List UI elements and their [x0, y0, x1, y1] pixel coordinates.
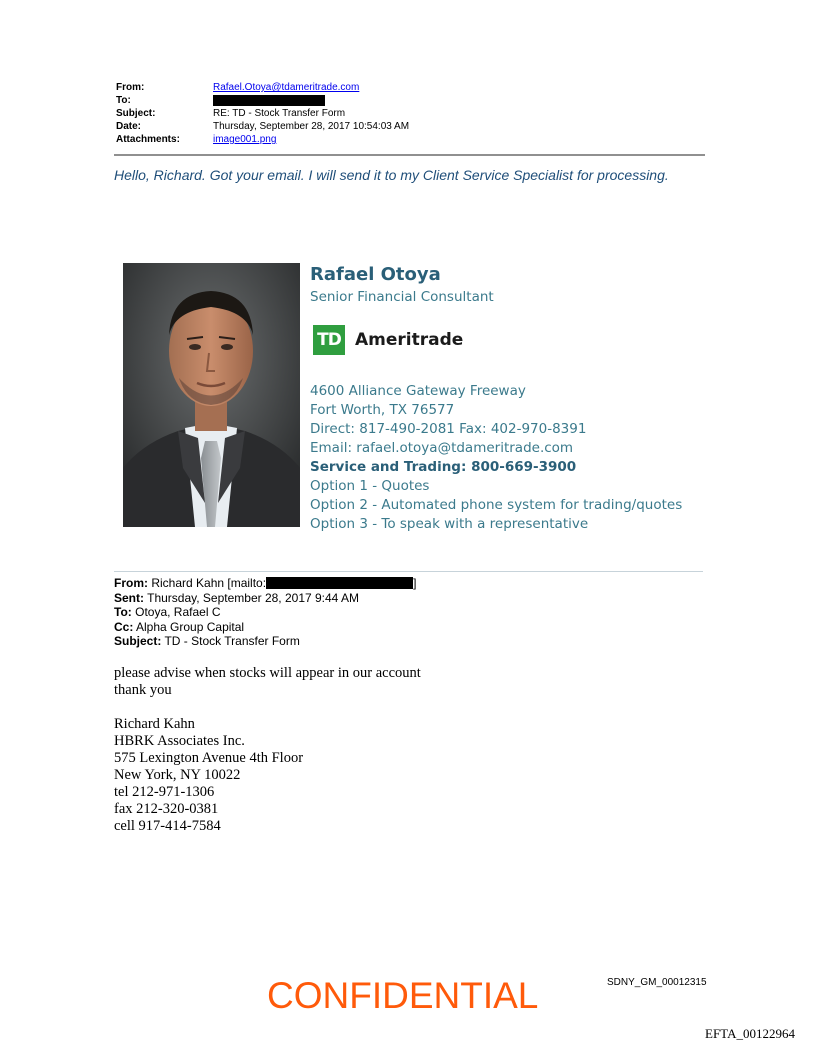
quoted-to-value: Otoya, Rafael C	[135, 605, 221, 619]
body-line: 575 Lexington Avenue 4th Floor	[114, 750, 304, 766]
signature-phone: Direct: 817-490-2081 Fax: 402-970-8391	[310, 421, 587, 437]
portrait-image	[123, 263, 300, 527]
profile-photo	[123, 263, 300, 527]
quoted-from-value: Richard Kahn [mailto:	[151, 576, 267, 590]
subject-label: Subject:	[116, 108, 156, 119]
quoted-from-label: From:	[114, 576, 148, 590]
signature-option1: Option 1 - Quotes	[310, 478, 430, 494]
quoted-message-divider	[114, 571, 703, 572]
quoted-subject-value: TD - Stock Transfer Form	[164, 634, 300, 648]
quoted-message-header	[114, 576, 416, 649]
from-label: From:	[116, 82, 145, 93]
signature-name: Rafael Otoya	[310, 264, 441, 285]
quoted-cc-value: Alpha Group Capital	[136, 619, 245, 634]
header-divider	[114, 154, 705, 156]
quoted-sent-row	[114, 591, 416, 606]
header-subject-row	[116, 107, 409, 120]
bates-number-bottom: EFTA_00122964	[705, 1026, 795, 1041]
quoted-from-close: ]	[413, 576, 417, 590]
header-attachments-row	[116, 133, 409, 146]
signature-block	[310, 264, 494, 305]
subject-value: RE: TD - Stock Transfer Form	[213, 108, 346, 119]
quoted-sent-label: Sent:	[114, 590, 144, 605]
date-label: Date:	[116, 121, 142, 132]
to-label: To:	[116, 95, 131, 106]
date-value: Thursday, September 28, 2017 10:54:03 AM	[213, 121, 410, 132]
quoted-message-body	[114, 665, 421, 835]
body-line: cell 917-414-7584	[114, 818, 221, 834]
body-line: tel 212-971-1306	[114, 784, 215, 800]
quoted-to-label: To:	[114, 605, 132, 619]
body-line: please advise when stocks will appear in our account	[114, 665, 421, 681]
signature-email: Email: rafael.otoya@tdameritrade.com	[310, 440, 574, 456]
signature-title: Senior Financial Consultant	[310, 289, 494, 305]
greeting-text: Hello, Richard. Got your email. I will send it to my Client Service Specialist for processing.	[114, 167, 669, 183]
td-logo-word: Ameritrade	[355, 330, 464, 350]
quoted-subject-label: Subject:	[114, 634, 162, 648]
quoted-subject-row	[114, 634, 416, 649]
body-line	[114, 699, 421, 716]
signature-address-line1: 4600 Alliance Gateway Freeway	[310, 383, 526, 399]
body-line: HBRK Associates Inc.	[114, 733, 245, 749]
confidential-stamp: CONFIDENTIAL	[267, 975, 539, 1016]
from-email-link[interactable]: Rafael.Otoya@tdameritrade.com	[213, 82, 360, 93]
email-header	[116, 81, 409, 146]
signature-service-line: Service and Trading: 800-669-3900	[310, 459, 577, 475]
td-ameritrade-logo	[313, 325, 463, 355]
td-logo-letters: TD	[317, 330, 341, 350]
body-line: thank you	[114, 682, 172, 698]
body-line: New York, NY 10022	[114, 767, 241, 783]
quoted-cc-row	[114, 620, 416, 635]
body-line: fax 212-320-0381	[114, 801, 219, 817]
quoted-to-row	[114, 605, 416, 620]
bates-number-top: SDNY_GM_00012315	[607, 977, 707, 988]
signature-contact	[310, 382, 682, 534]
redaction-bar	[213, 95, 325, 106]
signature-option2: Option 2 - Automated phone system for trading/quotes	[310, 497, 683, 513]
attachments-label: Attachments:	[116, 134, 180, 145]
signature-option3: Option 3 - To speak with a representative	[310, 516, 589, 532]
td-logo-mark	[313, 325, 345, 355]
header-to-row	[116, 94, 409, 107]
attachment-link[interactable]: image001.png	[213, 134, 277, 145]
signature-address-line2: Fort Worth, TX 76577	[310, 402, 455, 418]
quoted-sent-value: Thursday, September 28, 2017 9:44 AM	[147, 590, 360, 605]
header-from-row	[116, 81, 409, 94]
body-line: Richard Kahn	[114, 716, 195, 732]
redaction-bar	[266, 577, 413, 589]
quoted-from-row	[114, 576, 416, 591]
header-date-row	[116, 120, 409, 133]
quoted-cc-label: Cc:	[114, 619, 134, 634]
